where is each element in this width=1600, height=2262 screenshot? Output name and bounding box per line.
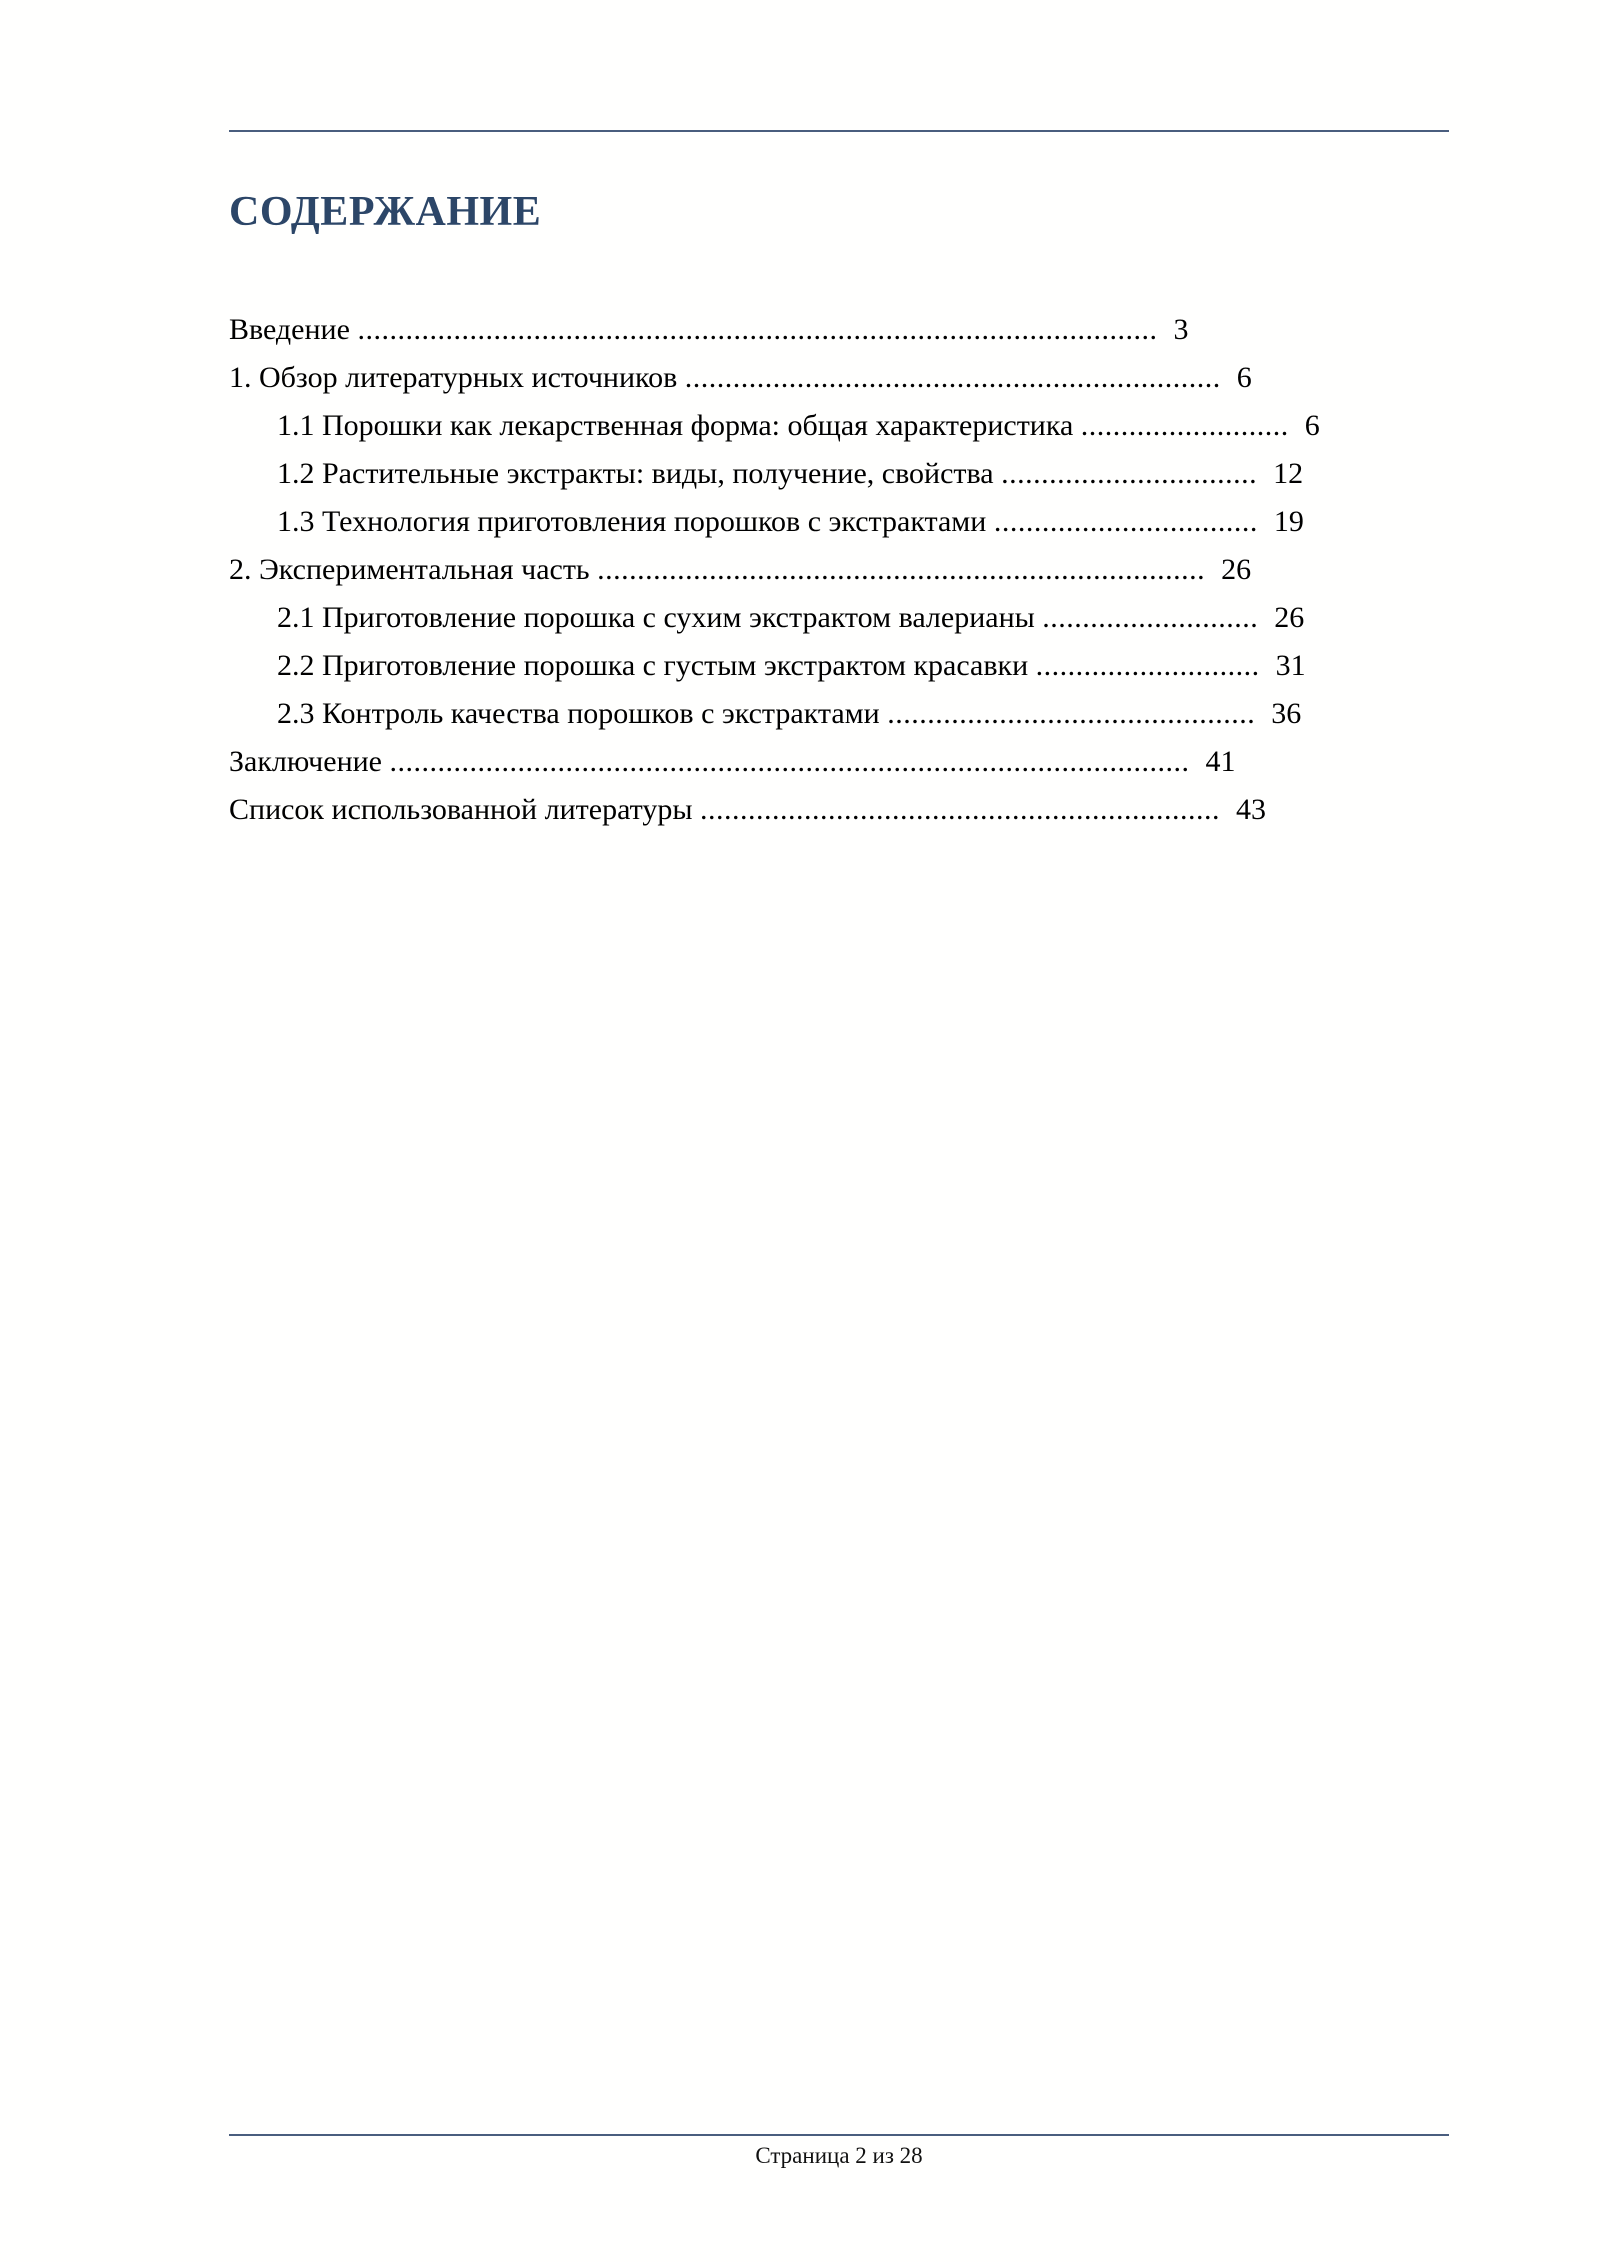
toc-leader-dots: ...................................................................: [684, 361, 1221, 394]
toc-item-conclusion[interactable]: [229, 738, 1429, 786]
toc-item-label: Введение: [229, 313, 350, 346]
toc-leader-dots: ....................................................................................................: [389, 745, 1190, 778]
toc-item-section-1[interactable]: [229, 354, 1429, 402]
toc-item-introduction[interactable]: [229, 306, 1429, 354]
toc-item-section-2-3[interactable]: [229, 690, 1429, 738]
toc-item-section-2-1[interactable]: [229, 594, 1429, 642]
toc-page-number: 41: [1205, 745, 1236, 778]
toc-page-number: 3: [1173, 313, 1189, 346]
toc-page-number: 6: [1236, 361, 1252, 394]
toc-page-number: 26: [1274, 601, 1305, 634]
header-rule: [229, 130, 1449, 132]
toc-leader-dots: ............................: [1035, 649, 1260, 682]
toc-item-label: 1. Обзор литературных источников: [229, 361, 678, 394]
toc-item-label: 2.1 Приготовление порошка с сухим экстрактом валерианы: [277, 601, 1035, 634]
toc-item-section-1-3[interactable]: [229, 498, 1429, 546]
toc-item-section-1-2[interactable]: [229, 450, 1429, 498]
toc-item-section-1-1[interactable]: [229, 402, 1429, 450]
page-number-footer: Страница 2 из 28: [755, 2143, 923, 2168]
toc-leader-dots: ...........................: [1042, 601, 1259, 634]
toc-item-label: 2.3 Контроль качества порошков с экстрактами: [277, 697, 880, 730]
toc-item-label: Заключение: [229, 745, 382, 778]
table-of-contents: [229, 306, 1429, 834]
toc-item-label: 1.3 Технология приготовления порошков с экстрактами: [277, 505, 987, 538]
toc-page-number: 31: [1275, 649, 1306, 682]
toc-page-number: 43: [1235, 793, 1266, 826]
toc-leader-dots: ....................................................................................................: [357, 313, 1158, 346]
toc-page-number: 26: [1221, 553, 1252, 586]
toc-page-number: 19: [1273, 505, 1304, 538]
toc-item-section-2[interactable]: [229, 546, 1429, 594]
toc-item-label: 2.2 Приготовление порошка с густым экстрактом красавки: [277, 649, 1029, 682]
toc-item-label: 2. Экспериментальная часть: [229, 553, 590, 586]
toc-item-label: 1.2 Растительные экстракты: виды, получение, свойства: [277, 457, 994, 490]
footer-rule: [229, 2134, 1449, 2136]
toc-leader-dots: ................................: [1001, 457, 1258, 490]
toc-leader-dots: ............................................................................: [597, 553, 1206, 586]
toc-leader-dots: .................................: [993, 505, 1258, 538]
toc-page-number: 12: [1273, 457, 1304, 490]
page-title: СОДЕРЖАНИЕ: [229, 189, 542, 235]
toc-leader-dots: ..........................: [1080, 409, 1289, 442]
toc-item-section-2-2[interactable]: [229, 642, 1429, 690]
toc-page-number: 6: [1304, 409, 1320, 442]
toc-item-label: Список использованной литературы: [229, 793, 693, 826]
toc-item-references[interactable]: [229, 786, 1429, 834]
toc-page-number: 36: [1271, 697, 1302, 730]
toc-leader-dots: ..............................................: [887, 697, 1256, 730]
toc-leader-dots: .................................................................: [699, 793, 1220, 826]
toc-item-label: 1.1 Порошки как лекарственная форма: общая характеристика: [277, 409, 1074, 442]
